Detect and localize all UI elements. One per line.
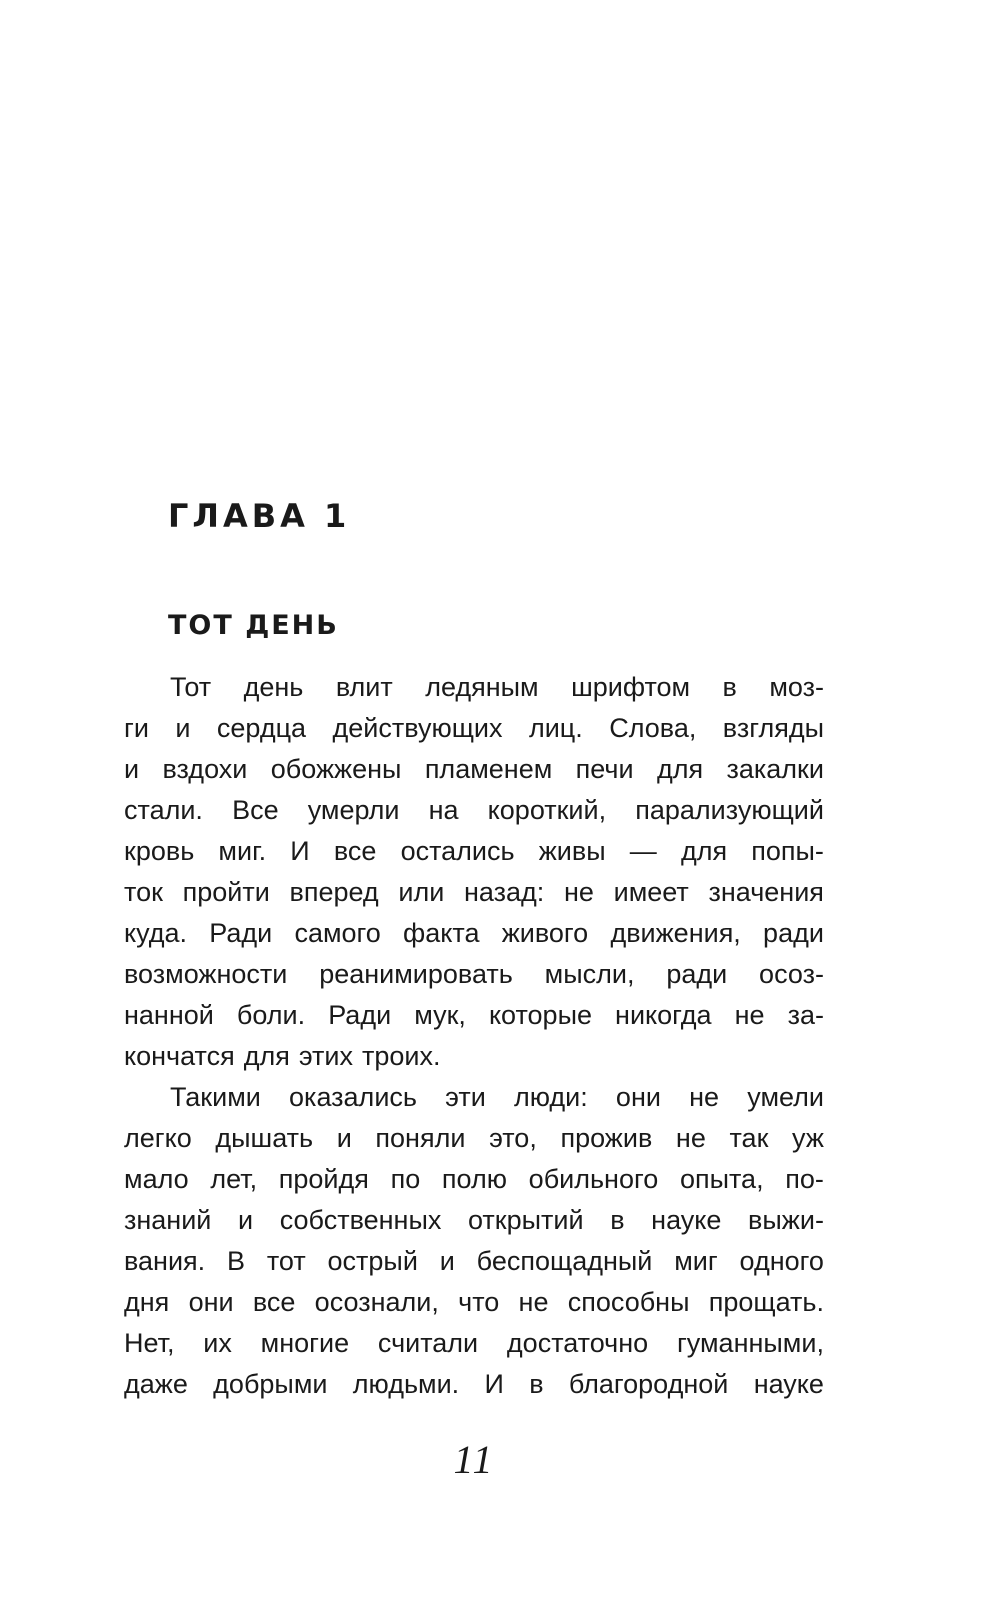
word: факта: [403, 918, 480, 948]
body-text: [124, 667, 824, 1405]
text-line: [124, 995, 824, 1036]
word: мысли,: [544, 959, 635, 989]
word: за-: [787, 1000, 824, 1030]
word: эти: [445, 1082, 486, 1112]
text-line: [124, 1118, 824, 1159]
text-line: [124, 1036, 824, 1077]
word: Все: [232, 795, 279, 825]
word: гуманными,: [676, 1328, 824, 1358]
word: влит: [335, 672, 393, 702]
word: легко: [124, 1123, 192, 1153]
word: В: [227, 1246, 246, 1276]
word: сердца: [216, 713, 307, 743]
word: люди:: [513, 1082, 588, 1112]
word: никогда: [615, 1000, 712, 1030]
word: остались: [400, 836, 515, 866]
word: Ради: [328, 1000, 392, 1030]
text-line: [124, 1282, 824, 1323]
word: попы-: [751, 836, 824, 866]
word: осознали,: [314, 1287, 439, 1317]
word: обильного: [528, 1164, 659, 1194]
word: для: [243, 1041, 290, 1071]
word: дышать: [215, 1123, 314, 1153]
word: науке: [753, 1369, 824, 1399]
word: полю: [441, 1164, 507, 1194]
word: И: [290, 836, 310, 866]
word: этих: [298, 1041, 353, 1071]
text-line: [124, 954, 824, 995]
word: вперед: [289, 877, 379, 907]
text-line: [124, 1159, 824, 1200]
text-line: [124, 1200, 824, 1241]
word: пройти: [182, 877, 270, 907]
text-line: [124, 708, 824, 749]
text-line: [124, 1364, 824, 1405]
word: опыта,: [679, 1164, 764, 1194]
word: которые: [488, 1000, 592, 1030]
word: и: [175, 713, 191, 743]
word: печи: [575, 754, 634, 784]
text-line: [124, 1077, 824, 1118]
word: не: [689, 1082, 720, 1112]
word: Нет,: [124, 1328, 175, 1358]
word: умерли: [307, 795, 400, 825]
word: взгляды: [722, 713, 824, 743]
word: пройдя: [278, 1164, 369, 1194]
word: прожив: [560, 1123, 653, 1153]
word: Слова,: [609, 713, 697, 743]
word: поняли: [375, 1123, 466, 1153]
word: пламенем: [424, 754, 553, 784]
word: все: [333, 836, 377, 866]
word: ледяным: [425, 672, 539, 702]
word: закалки: [726, 754, 824, 784]
word: даже: [124, 1369, 188, 1399]
word: моз-: [769, 672, 824, 702]
word: парализующий: [635, 795, 824, 825]
text-line: [124, 667, 824, 708]
text-line: [124, 1241, 824, 1282]
word: вздохи: [162, 754, 248, 784]
word: умели: [747, 1082, 824, 1112]
word: добрыми: [213, 1369, 328, 1399]
word: в: [529, 1369, 544, 1399]
word: собственных: [279, 1205, 442, 1235]
word: они: [188, 1287, 234, 1317]
word: для: [680, 836, 728, 866]
word: живы: [538, 836, 606, 866]
word: считали: [377, 1328, 479, 1358]
paragraph-1: [124, 667, 824, 1077]
word: на: [428, 795, 459, 825]
text-line: [124, 831, 824, 872]
word: живого: [501, 918, 589, 948]
word: дня: [124, 1287, 170, 1317]
word: реанимировать: [319, 959, 513, 989]
word: оказались: [289, 1082, 417, 1112]
word: лет,: [210, 1164, 258, 1194]
word: или: [398, 877, 445, 907]
word: лиц.: [528, 713, 583, 743]
word: ради: [763, 918, 824, 948]
text-line: [124, 913, 824, 954]
word: все: [252, 1287, 296, 1317]
word: ток: [124, 877, 163, 907]
word: назад:: [464, 877, 545, 907]
word: значения: [708, 877, 824, 907]
text-line: [124, 1323, 824, 1364]
word: по-: [785, 1164, 824, 1194]
word: самого: [294, 918, 381, 948]
word: возможности: [124, 959, 288, 989]
word: короткий,: [487, 795, 607, 825]
word: по: [390, 1164, 421, 1194]
text-line: [124, 749, 824, 790]
word: миг: [674, 1246, 718, 1276]
word: ради: [666, 959, 728, 989]
word: мало: [124, 1164, 189, 1194]
word: достаточно: [506, 1328, 649, 1358]
word: троих.: [362, 1041, 441, 1071]
word: науке: [651, 1205, 722, 1235]
word: и: [336, 1123, 352, 1153]
word: не: [734, 1000, 765, 1030]
word: вания.: [124, 1246, 206, 1276]
word: Тот: [170, 672, 212, 702]
text-line: [124, 790, 824, 831]
word: способны: [567, 1287, 690, 1317]
word: они: [615, 1082, 661, 1112]
word: уж: [792, 1123, 824, 1153]
word: действующих: [332, 713, 503, 743]
word: шрифтом: [571, 672, 691, 702]
word: многие: [260, 1328, 350, 1358]
word: знаний: [124, 1205, 212, 1235]
word: благородной: [568, 1369, 729, 1399]
word: людьми.: [352, 1369, 460, 1399]
word: нанной: [124, 1000, 214, 1030]
paragraph-2: [124, 1077, 824, 1405]
word: и: [124, 754, 140, 784]
word: для: [656, 754, 704, 784]
word: это,: [489, 1123, 537, 1153]
word: И: [484, 1369, 504, 1399]
word: Ради: [209, 918, 273, 948]
word: —: [629, 836, 657, 866]
word: ги: [124, 713, 149, 743]
word: обожжены: [270, 754, 402, 784]
page-number: 11: [453, 1437, 495, 1482]
word: Такими: [170, 1082, 261, 1112]
text-line: [124, 872, 824, 913]
word: острый: [327, 1246, 418, 1276]
word: одного: [739, 1246, 824, 1276]
word: кончатся: [124, 1041, 235, 1071]
word: куда.: [124, 918, 187, 948]
word: кровь: [124, 836, 195, 866]
word: не: [675, 1123, 706, 1153]
word: так: [729, 1123, 769, 1153]
word: движения,: [610, 918, 741, 948]
word: имеет: [613, 877, 689, 907]
word: и: [238, 1205, 254, 1235]
word: боли.: [236, 1000, 306, 1030]
word: что: [458, 1287, 500, 1317]
word: беспощадный: [476, 1246, 653, 1276]
word: осоз-: [759, 959, 824, 989]
word: в: [722, 672, 737, 702]
word: в: [610, 1205, 625, 1235]
word: тот: [266, 1246, 306, 1276]
word: стали.: [124, 795, 203, 825]
word: выжи-: [748, 1205, 824, 1235]
word: день: [243, 672, 304, 702]
chapter-label: ГЛАВА 1: [168, 497, 351, 535]
chapter-title: ТОТ ДЕНЬ: [168, 610, 339, 641]
word: мук,: [414, 1000, 466, 1030]
word: и: [439, 1246, 455, 1276]
word: их: [203, 1328, 232, 1358]
word: не: [518, 1287, 549, 1317]
word: прощать.: [708, 1287, 824, 1317]
word: открытий: [468, 1205, 584, 1235]
word: миг.: [218, 836, 267, 866]
word: не: [564, 877, 594, 907]
